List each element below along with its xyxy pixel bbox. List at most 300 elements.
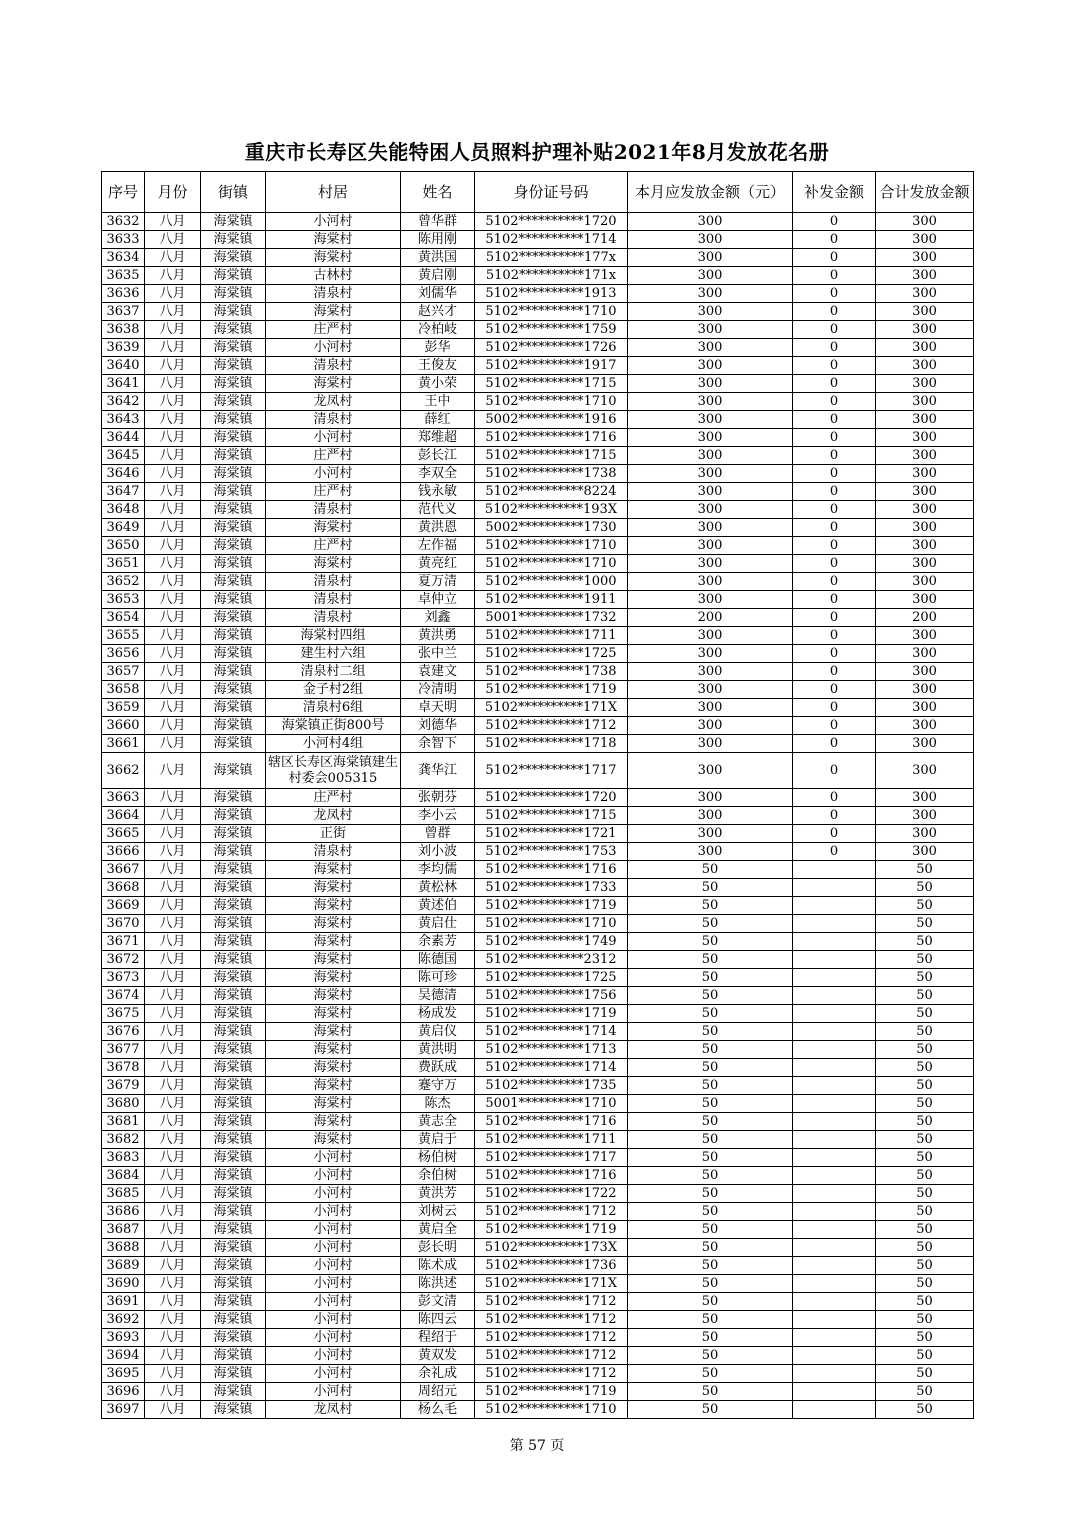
cell-back-pay [793,933,876,951]
cell-total-amount: 50 [876,1293,974,1311]
cell-name: 刘儒华 [401,285,475,303]
cell-id-number: 5102**********1714 [475,231,628,249]
table-row [102,1023,974,1041]
cell-town: 海棠镇 [201,1041,266,1059]
table-row [102,321,974,339]
header-id-number: 身份证号码 [475,172,628,213]
cell-village: 小河村 [266,1185,401,1203]
table-row [102,645,974,663]
cell-total-amount: 300 [876,375,974,393]
table-row [102,1365,974,1383]
cell-id-number: 5102**********1716 [475,861,628,879]
table-row [102,1167,974,1185]
cell-month: 八月 [145,591,201,609]
cell-monthly-amount: 300 [628,843,793,861]
cell-total-amount: 300 [876,501,974,519]
cell-seq: 3689 [102,1257,145,1275]
table-row [102,339,974,357]
table-row [102,1041,974,1059]
cell-id-number: 5102**********171X [475,1275,628,1293]
cell-back-pay: 0 [793,807,876,825]
cell-back-pay [793,1041,876,1059]
cell-monthly-amount: 50 [628,1041,793,1059]
cell-month: 八月 [145,663,201,681]
cell-month: 八月 [145,267,201,285]
cell-monthly-amount: 50 [628,1275,793,1293]
cell-month: 八月 [145,717,201,735]
table-row [102,1221,974,1239]
table-row [102,1383,974,1401]
cell-id-number: 5102**********1913 [475,285,628,303]
cell-town: 海棠镇 [201,717,266,735]
cell-village: 清泉村 [266,843,401,861]
cell-month: 八月 [145,231,201,249]
cell-town: 海棠镇 [201,1239,266,1257]
cell-name: 赵兴才 [401,303,475,321]
cell-month: 八月 [145,861,201,879]
cell-back-pay [793,1221,876,1239]
cell-monthly-amount: 50 [628,1365,793,1383]
cell-month: 八月 [145,447,201,465]
cell-back-pay: 0 [793,483,876,501]
cell-id-number: 5102**********1712 [475,1203,628,1221]
cell-total-amount: 300 [876,663,974,681]
cell-id-number: 5102**********1712 [475,717,628,735]
cell-village: 正街 [266,825,401,843]
cell-id-number: 5102**********1000 [475,573,628,591]
table-row [102,429,974,447]
cell-month: 八月 [145,1005,201,1023]
cell-total-amount: 50 [876,1131,974,1149]
cell-total-amount: 50 [876,1275,974,1293]
cell-total-amount: 300 [876,735,974,753]
cell-back-pay [793,1185,876,1203]
cell-id-number: 5102**********1719 [475,1005,628,1023]
cell-id-number: 5102**********1716 [475,1167,628,1185]
cell-total-amount: 50 [876,1095,974,1113]
cell-town: 海棠镇 [201,555,266,573]
cell-village: 海棠村 [266,555,401,573]
cell-monthly-amount: 50 [628,861,793,879]
table-row [102,501,974,519]
cell-town: 海棠镇 [201,735,266,753]
cell-monthly-amount: 50 [628,1401,793,1419]
cell-seq: 3646 [102,465,145,483]
cell-back-pay: 0 [793,501,876,519]
table-row [102,933,974,951]
cell-seq: 3677 [102,1041,145,1059]
cell-town: 海棠镇 [201,591,266,609]
table-row [102,393,974,411]
table-row [102,483,974,501]
cell-name: 刘德华 [401,717,475,735]
cell-total-amount: 50 [876,1365,974,1383]
cell-village: 小河村 [266,1311,401,1329]
cell-village: 海棠村 [266,933,401,951]
cell-village: 海棠村 [266,897,401,915]
cell-monthly-amount: 300 [628,681,793,699]
cell-month: 八月 [145,1383,201,1401]
cell-id-number: 5102**********1710 [475,393,628,411]
cell-seq: 3635 [102,267,145,285]
cell-name: 杨伯树 [401,1149,475,1167]
cell-village: 庄严村 [266,789,401,807]
cell-town: 海棠镇 [201,393,266,411]
cell-monthly-amount: 300 [628,267,793,285]
cell-village: 小河村 [266,465,401,483]
cell-total-amount: 300 [876,789,974,807]
cell-name: 李双全 [401,465,475,483]
cell-name: 黄启仪 [401,1023,475,1041]
cell-total-amount: 50 [876,1077,974,1095]
cell-town: 海棠镇 [201,483,266,501]
cell-total-amount: 50 [876,1113,974,1131]
cell-village: 小河村4组 [266,735,401,753]
cell-seq: 3679 [102,1077,145,1095]
cell-back-pay [793,915,876,933]
cell-town: 海棠镇 [201,357,266,375]
cell-town: 海棠镇 [201,501,266,519]
cell-month: 八月 [145,699,201,717]
cell-id-number: 5102**********1711 [475,1131,628,1149]
cell-total-amount: 50 [876,915,974,933]
cell-name: 黄述伯 [401,897,475,915]
cell-month: 八月 [145,1113,201,1131]
cell-back-pay [793,1383,876,1401]
table-row [102,915,974,933]
table-row [102,1239,974,1257]
cell-name: 卓仲立 [401,591,475,609]
cell-monthly-amount: 50 [628,1077,793,1095]
cell-monthly-amount: 50 [628,1293,793,1311]
cell-id-number: 5102**********1733 [475,879,628,897]
cell-total-amount: 50 [876,1347,974,1365]
cell-id-number: 5102**********1716 [475,429,628,447]
cell-name: 冷清明 [401,681,475,699]
cell-back-pay: 0 [793,717,876,735]
cell-village: 小河村 [266,339,401,357]
cell-total-amount: 50 [876,1023,974,1041]
cell-seq: 3637 [102,303,145,321]
cell-seq: 3653 [102,591,145,609]
cell-back-pay: 0 [793,429,876,447]
cell-town: 海棠镇 [201,645,266,663]
cell-back-pay: 0 [793,609,876,627]
cell-seq: 3663 [102,789,145,807]
cell-id-number: 5102**********1715 [475,807,628,825]
cell-month: 八月 [145,1077,201,1095]
cell-monthly-amount: 50 [628,1329,793,1347]
cell-seq: 3694 [102,1347,145,1365]
cell-month: 八月 [145,1059,201,1077]
cell-month: 八月 [145,627,201,645]
cell-back-pay: 0 [793,789,876,807]
cell-total-amount: 50 [876,1239,974,1257]
table-row [102,249,974,267]
cell-month: 八月 [145,1095,201,1113]
header-total-amount: 合计发放金额 [876,172,974,213]
cell-monthly-amount: 300 [628,537,793,555]
cell-total-amount: 300 [876,393,974,411]
cell-village: 海棠村 [266,879,401,897]
table-row [102,735,974,753]
cell-town: 海棠镇 [201,1257,266,1275]
cell-total-amount: 300 [876,303,974,321]
table-row [102,879,974,897]
table-row [102,231,974,249]
cell-name: 黄洪恩 [401,519,475,537]
cell-village: 海棠村 [266,1041,401,1059]
cell-name: 李均儒 [401,861,475,879]
cell-back-pay [793,1239,876,1257]
cell-name: 黄亮红 [401,555,475,573]
cell-total-amount: 300 [876,285,974,303]
cell-name: 刘鑫 [401,609,475,627]
table-row [102,1005,974,1023]
cell-monthly-amount: 300 [628,213,793,231]
cell-back-pay: 0 [793,249,876,267]
table-row [102,753,974,789]
cell-total-amount: 50 [876,1167,974,1185]
cell-village: 庄严村 [266,537,401,555]
cell-back-pay [793,1167,876,1185]
table-row [102,555,974,573]
cell-back-pay [793,951,876,969]
cell-town: 海棠镇 [201,681,266,699]
cell-town: 海棠镇 [201,1131,266,1149]
cell-total-amount: 50 [876,1383,974,1401]
table-row [102,519,974,537]
cell-monthly-amount: 300 [628,807,793,825]
cell-total-amount: 50 [876,1311,974,1329]
cell-village: 清泉村 [266,573,401,591]
cell-month: 八月 [145,519,201,537]
cell-month: 八月 [145,969,201,987]
cell-village: 海棠村 [266,861,401,879]
cell-id-number: 5102**********1735 [475,1077,628,1095]
cell-seq: 3695 [102,1365,145,1383]
cell-town: 海棠镇 [201,285,266,303]
table-row [102,825,974,843]
cell-id-number: 5102**********1719 [475,1221,628,1239]
cell-id-number: 5102**********1717 [475,753,628,789]
cell-id-number: 5102**********1720 [475,213,628,231]
table-row [102,1203,974,1221]
roster-table [101,171,974,1419]
cell-back-pay: 0 [793,645,876,663]
cell-back-pay: 0 [793,303,876,321]
table-row [102,375,974,393]
cell-month: 八月 [145,303,201,321]
cell-id-number: 5102**********1713 [475,1041,628,1059]
cell-name: 陈洪述 [401,1275,475,1293]
cell-name: 黄松林 [401,879,475,897]
cell-monthly-amount: 300 [628,231,793,249]
cell-id-number: 5102**********2312 [475,951,628,969]
cell-month: 八月 [145,1131,201,1149]
table-row [102,285,974,303]
cell-name: 黄洪芳 [401,1185,475,1203]
cell-month: 八月 [145,1329,201,1347]
cell-total-amount: 50 [876,1059,974,1077]
cell-seq: 3692 [102,1311,145,1329]
cell-id-number: 5102**********173X [475,1239,628,1257]
cell-town: 海棠镇 [201,789,266,807]
table-row [102,213,974,231]
cell-town: 海棠镇 [201,1005,266,1023]
cell-total-amount: 300 [876,411,974,429]
cell-village: 小河村 [266,1365,401,1383]
cell-month: 八月 [145,1023,201,1041]
cell-town: 海棠镇 [201,339,266,357]
cell-town: 海棠镇 [201,465,266,483]
cell-town: 海棠镇 [201,825,266,843]
cell-name: 彭长明 [401,1239,475,1257]
cell-back-pay: 0 [793,699,876,717]
cell-back-pay: 0 [793,825,876,843]
cell-month: 八月 [145,483,201,501]
table-row [102,447,974,465]
cell-id-number: 5102**********177x [475,249,628,267]
cell-village: 小河村 [266,1383,401,1401]
table-row [102,537,974,555]
cell-id-number: 5102**********1719 [475,897,628,915]
cell-monthly-amount: 300 [628,519,793,537]
cell-monthly-amount: 300 [628,303,793,321]
cell-monthly-amount: 50 [628,1023,793,1041]
cell-total-amount: 300 [876,537,974,555]
cell-month: 八月 [145,501,201,519]
table-row [102,717,974,735]
cell-seq: 3659 [102,699,145,717]
cell-name: 王中 [401,393,475,411]
cell-total-amount: 300 [876,213,974,231]
cell-seq: 3632 [102,213,145,231]
cell-total-amount: 50 [876,1005,974,1023]
cell-name: 彭华 [401,339,475,357]
table-row [102,1095,974,1113]
cell-id-number: 5102**********1712 [475,1365,628,1383]
cell-monthly-amount: 50 [628,1383,793,1401]
cell-monthly-amount: 300 [628,393,793,411]
cell-name: 黄洪勇 [401,627,475,645]
cell-town: 海棠镇 [201,897,266,915]
cell-seq: 3681 [102,1113,145,1131]
cell-back-pay [793,1149,876,1167]
cell-month: 八月 [145,951,201,969]
cell-back-pay: 0 [793,627,876,645]
cell-month: 八月 [145,429,201,447]
cell-total-amount: 300 [876,231,974,249]
cell-month: 八月 [145,321,201,339]
cell-id-number: 5102**********1714 [475,1023,628,1041]
cell-back-pay [793,1401,876,1419]
cell-total-amount: 300 [876,843,974,861]
cell-total-amount: 50 [876,1329,974,1347]
cell-seq: 3687 [102,1221,145,1239]
cell-month: 八月 [145,735,201,753]
cell-village: 小河村 [266,1257,401,1275]
table-row [102,465,974,483]
cell-id-number: 5102**********171X [475,699,628,717]
cell-back-pay: 0 [793,663,876,681]
cell-id-number: 5102**********1736 [475,1257,628,1275]
cell-monthly-amount: 50 [628,951,793,969]
cell-name: 钱永敏 [401,483,475,501]
cell-id-number: 5102**********1710 [475,915,628,933]
cell-month: 八月 [145,1041,201,1059]
cell-seq: 3655 [102,627,145,645]
cell-town: 海棠镇 [201,1311,266,1329]
table-row [102,357,974,375]
cell-village: 清泉村 [266,609,401,627]
cell-month: 八月 [145,897,201,915]
cell-month: 八月 [145,1167,201,1185]
cell-monthly-amount: 50 [628,1149,793,1167]
cell-seq: 3676 [102,1023,145,1041]
header-month: 月份 [145,172,201,213]
cell-back-pay [793,1023,876,1041]
cell-seq: 3678 [102,1059,145,1077]
cell-name: 杨成发 [401,1005,475,1023]
cell-village: 庄严村 [266,447,401,465]
table-row [102,1293,974,1311]
cell-village: 清泉村 [266,501,401,519]
cell-town: 海棠镇 [201,1059,266,1077]
cell-seq: 3658 [102,681,145,699]
cell-seq: 3645 [102,447,145,465]
cell-total-amount: 300 [876,555,974,573]
cell-id-number: 5102**********1712 [475,1293,628,1311]
cell-village: 清泉村二组 [266,663,401,681]
cell-monthly-amount: 300 [628,501,793,519]
cell-month: 八月 [145,1365,201,1383]
cell-id-number: 5002**********1916 [475,411,628,429]
cell-village: 清泉村 [266,411,401,429]
cell-month: 八月 [145,1149,201,1167]
cell-monthly-amount: 50 [628,1347,793,1365]
cell-seq: 3657 [102,663,145,681]
cell-town: 海棠镇 [201,1221,266,1239]
cell-name: 郑维超 [401,429,475,447]
cell-back-pay: 0 [793,465,876,483]
cell-seq: 3651 [102,555,145,573]
cell-back-pay [793,1365,876,1383]
table-row [102,573,974,591]
cell-month: 八月 [145,555,201,573]
table-row [102,861,974,879]
cell-total-amount: 50 [876,879,974,897]
cell-town: 海棠镇 [201,429,266,447]
cell-total-amount: 50 [876,1221,974,1239]
cell-total-amount: 300 [876,825,974,843]
cell-name: 范代义 [401,501,475,519]
cell-seq: 3691 [102,1293,145,1311]
cell-monthly-amount: 50 [628,1311,793,1329]
cell-seq: 3638 [102,321,145,339]
cell-monthly-amount: 50 [628,1005,793,1023]
cell-monthly-amount: 300 [628,789,793,807]
cell-name: 黄小荣 [401,375,475,393]
cell-name: 彭长江 [401,447,475,465]
cell-name: 张中兰 [401,645,475,663]
cell-back-pay [793,969,876,987]
cell-village: 海棠村 [266,1059,401,1077]
cell-town: 海棠镇 [201,1347,266,1365]
cell-name: 余素芳 [401,933,475,951]
cell-id-number: 5102**********193X [475,501,628,519]
table-row [102,1311,974,1329]
